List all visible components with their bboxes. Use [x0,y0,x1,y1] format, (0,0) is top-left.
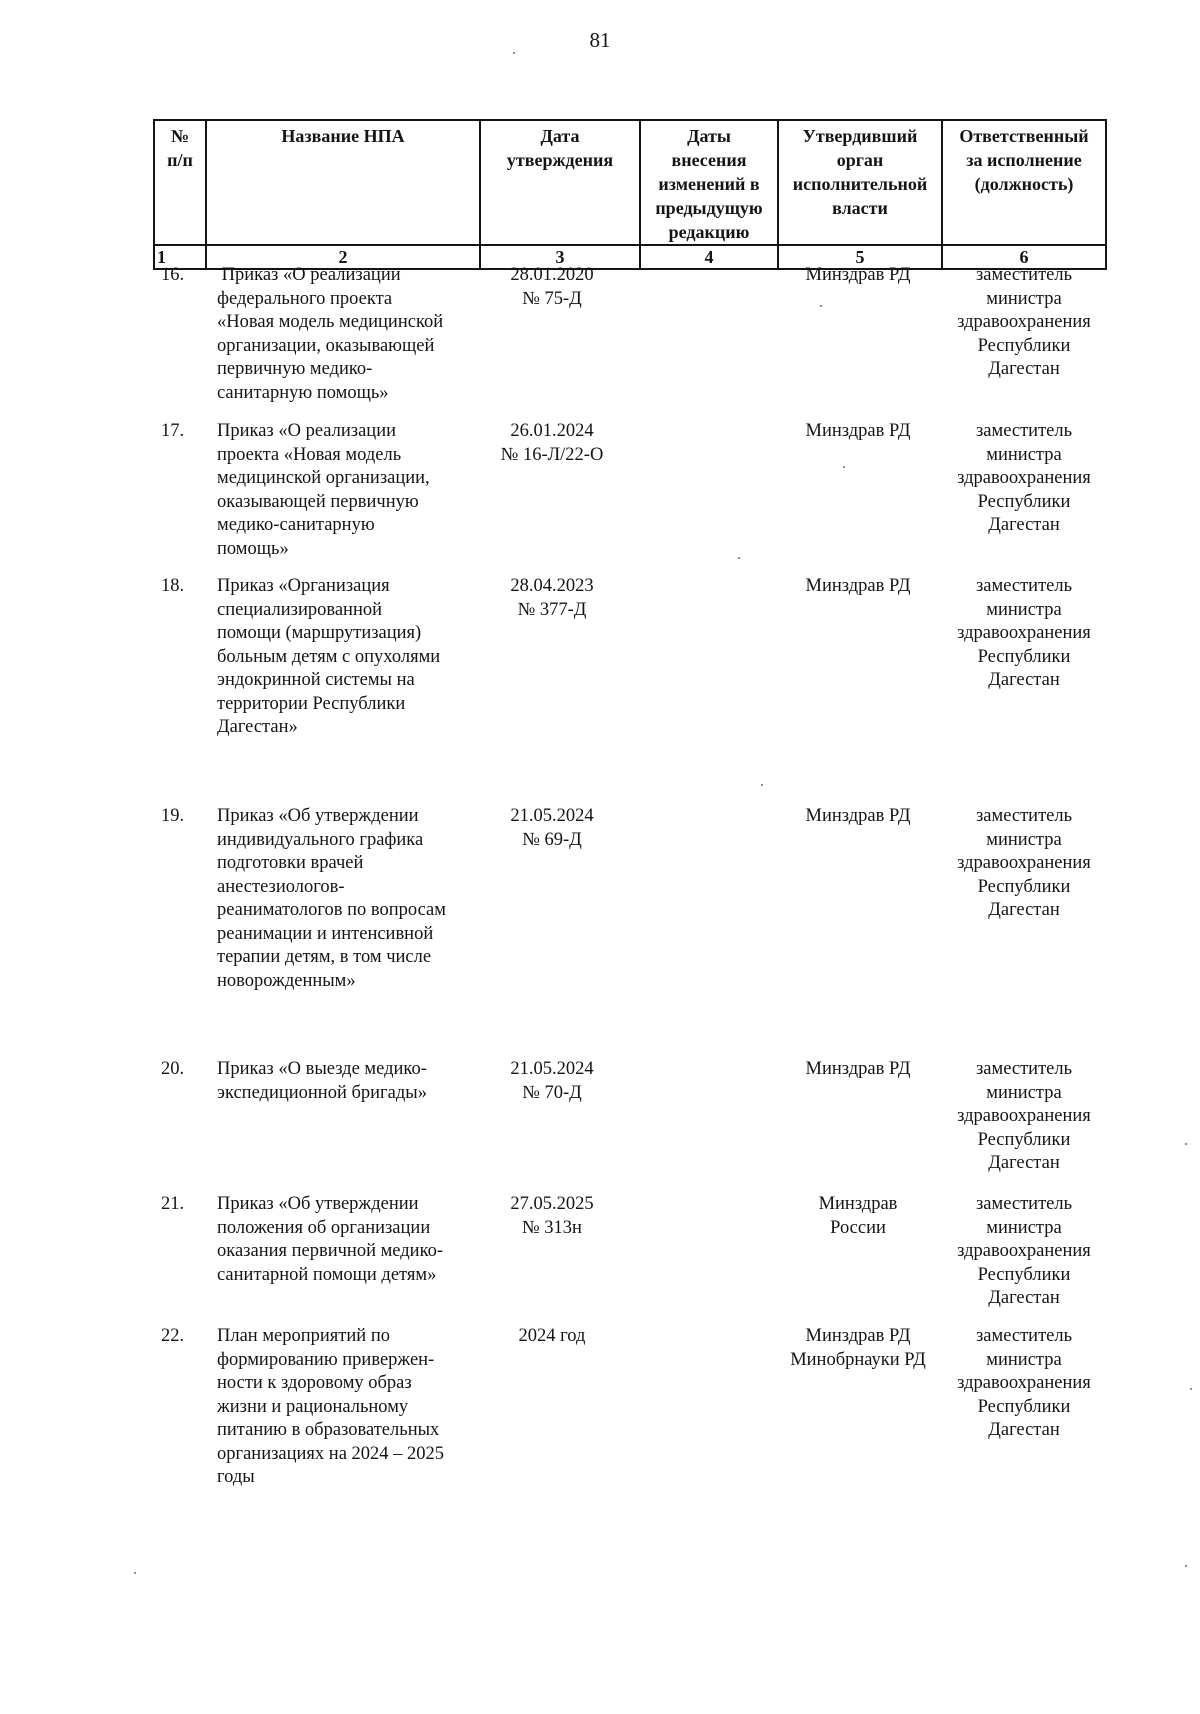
approving-organ: Минздрав РД [805,806,911,826]
column-header-name: Название НПА [206,120,480,245]
row-number: 17. [161,421,185,441]
responsible-position: заместитель министра здравоохранения Республики Дагестан [957,1059,1091,1173]
responsible-position: заместитель министра здравоохранения Республики Дагестан [957,265,1091,379]
scan-speck [513,52,515,54]
approval-date: 2024 год [518,1326,586,1346]
scan-speck [843,466,845,468]
approval-date: 21.05.2024 № 70-Д [510,1059,594,1103]
document-name: Приказ «О реализации проекта «Новая модель медицинской организации, оказывающей первичную медико-санитарную помощь» [217,421,430,559]
row-number: 16. [161,265,185,285]
approval-date: 26.01.2024 № 16-Л/22-О [500,421,604,465]
row-number: 18. [161,576,185,596]
column-header-change-dates: Даты внесения изменений в предыдущую редакцию [640,120,778,245]
responsible-position: заместитель министра здравоохранения Республики Дагестан [957,806,1091,920]
scan-speck [738,557,740,559]
document-name: План мероприятий по формированию привержен- ности к здоровому образ жизни и рациональному питанию в образовательных организациях на 2024 – 2025 годы [217,1326,445,1487]
approval-date: 27.05.2025 № 313н [510,1194,594,1238]
page-number: 81 [589,28,611,52]
column-header-approving-organ: Утвердивший орган исполнительной власти [778,120,942,245]
row-number: 21. [161,1194,185,1214]
column-number: 6 [942,245,1106,269]
column-header-approval-date: Дата утверждения [480,120,640,245]
approving-organ: Минздрав РД [805,576,911,596]
documents-table-header [153,119,1107,270]
approving-organ: Минздрав России [818,1194,898,1238]
document-name: Приказ «О реализации федерального проекта «Новая модель медицинской организации, оказывающей первичную медико- санитарную помощь» [217,265,444,403]
approving-organ: Минздрав РД [805,1059,911,1079]
scan-speck [1185,1143,1187,1145]
row-number: 22. [161,1326,185,1346]
document-name: Приказ «Об утверждении индивидуального графика подготовки врачей анестезиологов- реаниматологов по вопросам реанимации и интенсивной терапии детям, в том числе новорожденным» [217,806,446,991]
responsible-position: заместитель министра здравоохранения Республики Дагестан [957,1326,1091,1440]
scan-speck [761,784,763,786]
column-number: 2 [206,245,480,269]
approval-date: 28.04.2023 № 377-Д [510,576,594,620]
approval-date: 28.01.2020 № 75-Д [510,265,594,309]
column-titles-row [154,120,1106,245]
scan-speck [1190,1388,1192,1390]
column-header-number: № п/п [154,120,206,245]
column-header-responsible: Ответственный за исполнение (должность) [942,120,1106,245]
responsible-position: заместитель министра здравоохранения Республики Дагестан [957,576,1091,690]
scan-speck [820,305,822,307]
document-name: Приказ «Об утверждении положения об организации оказания первичной медико- санитарной помощи детям» [217,1194,444,1285]
approval-date: 21.05.2024 № 69-Д [510,806,594,850]
column-number: 5 [778,245,942,269]
document-name: Приказ «Организация специализированной помощи (маршрутизация) больным детям с опухолями эндокринной системы на территории Республики Дагестан» [217,576,441,737]
scan-speck [1185,1565,1187,1567]
approving-organ: Минздрав РД Минобрнауки РД [790,1326,926,1370]
responsible-position: заместитель министра здравоохранения Республики Дагестан [957,1194,1091,1308]
column-number: 4 [640,245,778,269]
row-number: 20. [161,1059,185,1079]
document-name: Приказ «О выезде медико- экспедиционной бригады» [217,1059,427,1103]
column-number: 3 [480,245,640,269]
row-number: 19. [161,806,185,826]
approving-organ: Минздрав РД [805,421,911,441]
column-number: 1 [154,245,206,269]
responsible-position: заместитель министра здравоохранения Республики Дагестан [957,421,1091,535]
scan-speck [134,1572,136,1574]
approving-organ: Минздрав РД [805,265,911,285]
